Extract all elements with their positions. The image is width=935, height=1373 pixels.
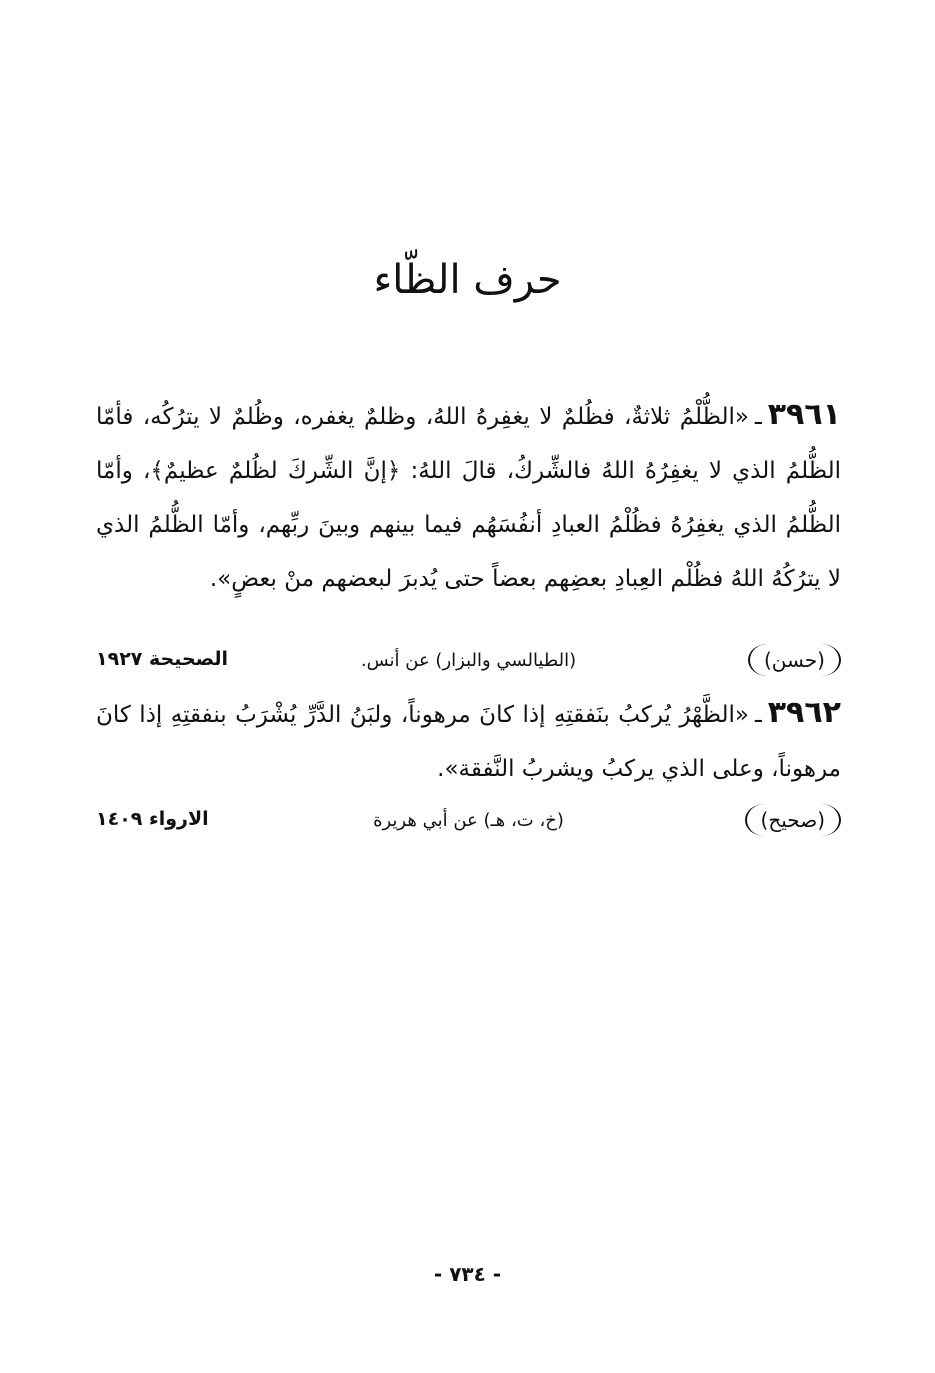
page-number: - ٧٣٤ - [433, 1262, 502, 1286]
hadith-3961 [96, 388, 841, 606]
grade-badge: (حسن) [748, 644, 841, 676]
hadith-dash: ـ [755, 404, 762, 430]
hadith-text: «الظَّهْرُ يُركبُ بنَفقتِهِ إذا كانَ مرهوناً، ولبَنُ الدَّرِّ يُشْرَبُ بنفقتِهِ إذا كانَ مرهوناً، وعلى الذي يركبُ ويشربُ النَّفقة». [96, 702, 841, 782]
hadith-text: «الظُّلْمُ ثلاثةٌ، فظُلمٌ لا يغفِرهُ اللهُ، وظلمٌ يغفره، وظُلمٌ لا يترُكُه، فأمّا الظُّلمُ الذي لا يغفِرُهُ اللهُ فالشِّركُ، قالَ اللهُ: ﴿إنَّ الشِّركَ لظُلمٌ عظيمٌ﴾، وأمّا الظُّلمُ الذي يغفِرُهُ فظُلْمُ العبادِ أنفُسَهُم فيما بينهم وبينَ ربِّهم، وأمّا الظُّلمُ الذي لا يترُكُهُ اللهُ فظُلْم العِبادِ بعضِهم بعضاً حتى يُدبرَ لبعضهم منْ بعضٍ». [96, 404, 841, 592]
chapter-title: حرف الظّاء [373, 257, 562, 303]
reference-book: الارواء ١٤٠٩ [96, 808, 209, 830]
reference-book: الصحيحة ١٩٢٧ [96, 648, 229, 670]
hadith-number: ٣٩٦٢ [767, 695, 841, 730]
source-attribution: (الطيالسي والبزار) عن أنس. [360, 650, 577, 671]
hadith-dash: ـ [755, 702, 762, 728]
hadith-3961-reference-line [96, 640, 841, 684]
hadith-number: ٣٩٦١ [767, 397, 841, 432]
hadith-3962 [96, 686, 841, 796]
grade-badge: (صحيح) [745, 804, 841, 836]
source-attribution: (خ، ت، هـ) عن أبي هريرة [373, 810, 564, 831]
hadith-3962-reference-line [96, 800, 841, 844]
